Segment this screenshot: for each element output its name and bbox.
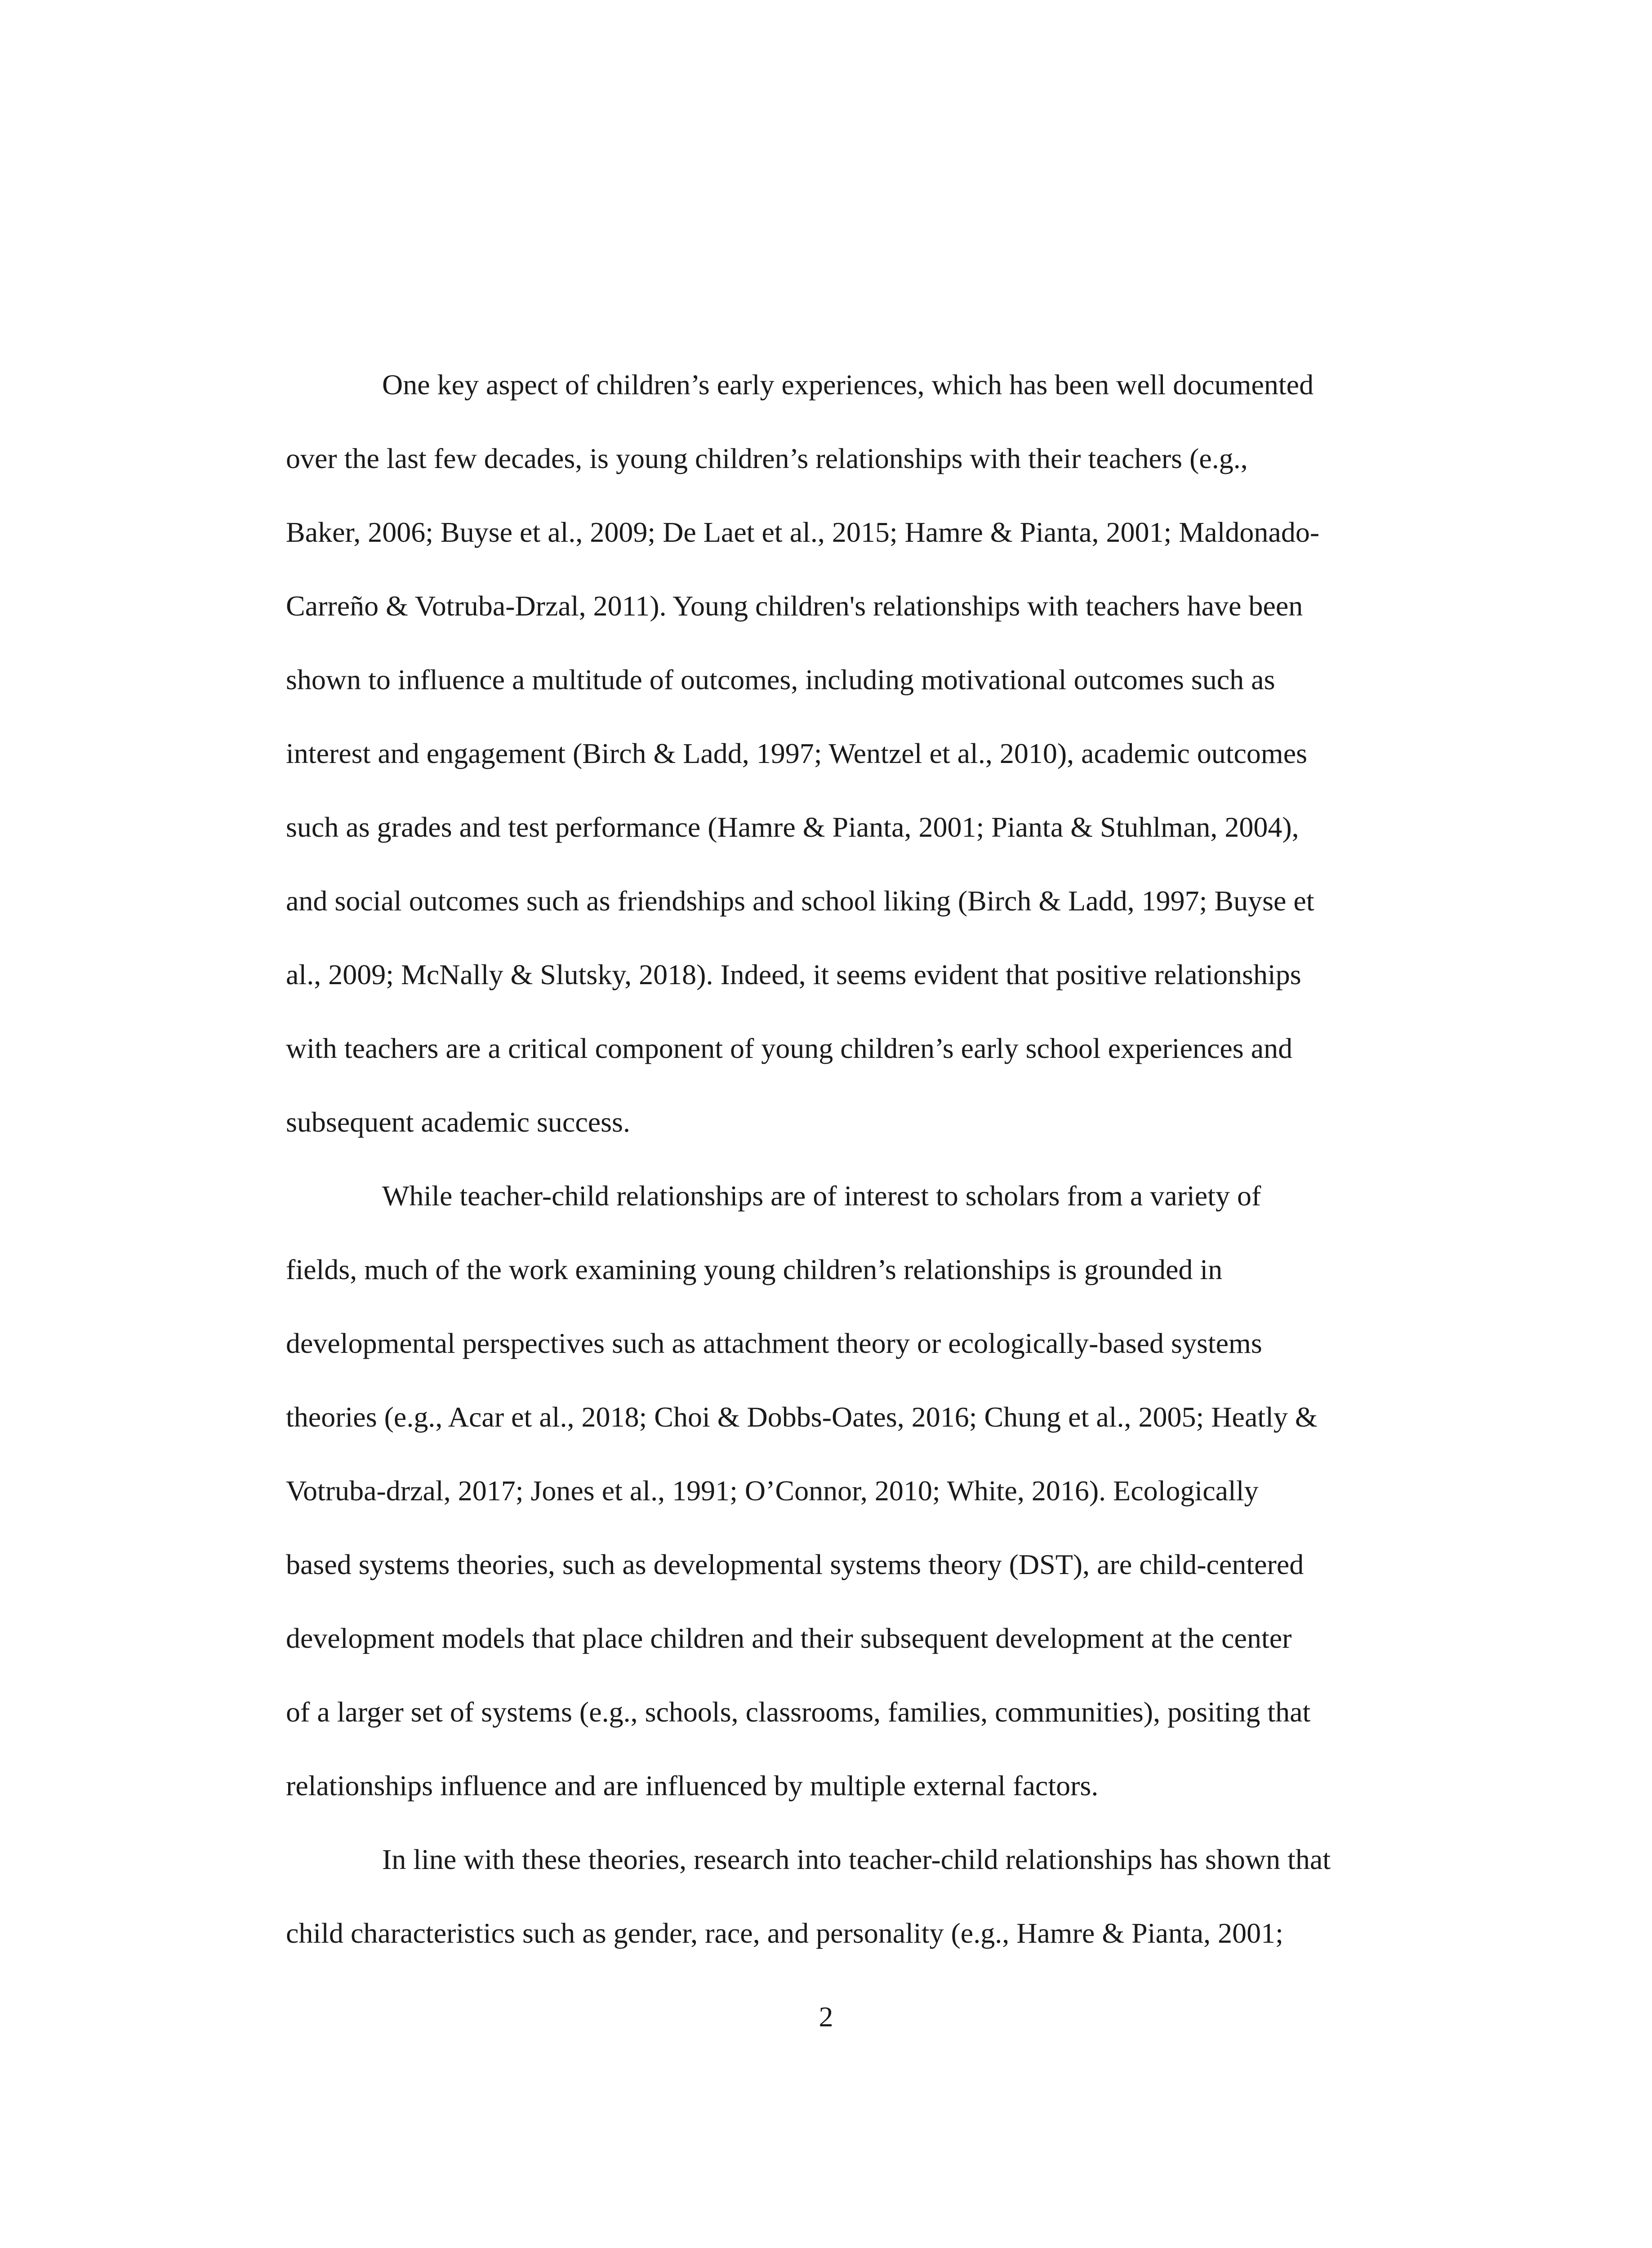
text-line: Baker, 2006; Buyse et al., 2009; De Laet et al., 2015; Hamre & Pianta, 2001; Maldonado-	[286, 516, 1320, 548]
paragraph-2	[286, 1175, 1437, 1839]
text-line: with teachers are a critical component of young children’s early school experiences and	[286, 1032, 1293, 1064]
text-line: While teacher-child relationships are of interest to scholars from a variety of	[382, 1180, 1261, 1212]
text-line: al., 2009; McNally & Slutsky, 2018). Indeed, it seems evident that positive relationships	[286, 959, 1301, 990]
text-line: shown to influence a multitude of outcomes, including motivational outcomes such as	[286, 664, 1275, 696]
body-text	[286, 364, 1437, 1986]
text-line: child characteristics such as gender, race, and personality (e.g., Hamre & Pianta, 2001;	[286, 1917, 1283, 1949]
paragraph-3	[286, 1839, 1437, 1986]
page-number: 2	[819, 2001, 833, 2033]
text-line: such as grades and test performance (Hamre & Pianta, 2001; Pianta & Stuhlman, 2004),	[286, 811, 1299, 843]
text-line: Votruba-drzal, 2017; Jones et al., 1991; O’Connor, 2010; White, 2016). Ecologically	[286, 1475, 1259, 1507]
text-line: of a larger set of systems (e.g., schools, classrooms, families, communities), positing that	[286, 1696, 1311, 1728]
text-line: interest and engagement (Birch & Ladd, 1997; Wentzel et al., 2010), academic outcomes	[286, 737, 1307, 769]
text-line: theories (e.g., Acar et al., 2018; Choi & Dobbs-Oates, 2016; Chung et al., 2005; Heatly &	[286, 1401, 1318, 1433]
text-line: development models that place children and their subsequent development at the center	[286, 1622, 1292, 1654]
text-line: relationships influence and are influenced by multiple external factors.	[286, 1770, 1099, 1802]
text-line: and social outcomes such as friendships and school liking (Birch & Ladd, 1997; Buyse et	[286, 885, 1314, 917]
paragraph-1	[286, 364, 1437, 1175]
text-line: developmental perspectives such as attachment theory or ecologically-based systems	[286, 1327, 1262, 1359]
text-line: One key aspect of children’s early experiences, which has been well documented	[382, 369, 1314, 401]
text-line: based systems theories, such as developmental systems theory (DST), are child-centered	[286, 1548, 1304, 1580]
text-line: Carreño & Votruba-Drzal, 2011). Young children's relationships with teachers have been	[286, 590, 1303, 622]
text-line: subsequent academic success.	[286, 1106, 630, 1138]
text-line: In line with these theories, research into teacher-child relationships has shown that	[382, 1843, 1331, 1875]
text-line: over the last few decades, is young children’s relationships with their teachers (e.g.,	[286, 442, 1248, 474]
text-line: fields, much of the work examining young children’s relationships is grounded in	[286, 1253, 1223, 1285]
